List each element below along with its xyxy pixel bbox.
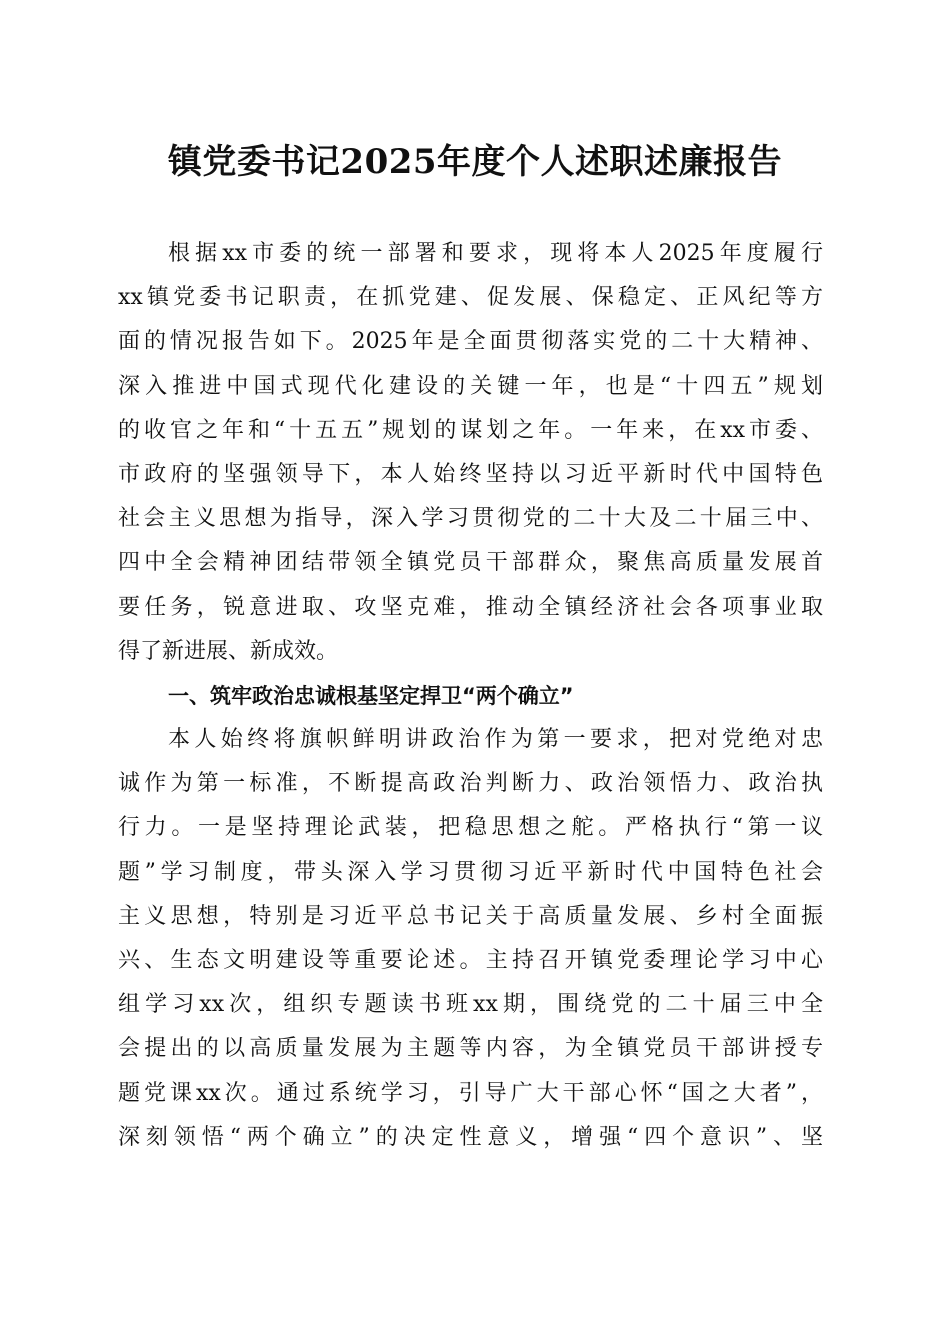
text-line: 行力。一是坚持理论武装，把稳思想之舵。严格执行“第一议 — [118, 815, 823, 841]
text-line: 深刻领悟“两个确立”的决定性意义，增强“四个意识”、坚 — [118, 1124, 823, 1150]
text-line: 题”学习制度，带头深入学习贯彻习近平新时代中国特色社会 — [118, 859, 823, 885]
text-line: 题党课xx次。通过系统学习，引导广大干部心怀“国之大者”， — [118, 1080, 823, 1106]
text-line: 深入推进中国式现代化建设的关键一年，也是“十四五”规划 — [118, 373, 823, 399]
text-line: 面的情况报告如下。2025年是全面贯彻落实党的二十大精神、 — [118, 329, 823, 355]
text-line: xx镇党委书记职责，在抓党建、促发展、保稳定、正风纪等方 — [118, 285, 823, 311]
text-line: 主义思想，特别是习近平总书记关于高质量发展、乡村全面振 — [118, 903, 823, 929]
text-line: 得了新进展、新成效。 — [118, 638, 339, 664]
text-line: 要任务，锐意进取、攻坚克难，推动全镇经济社会各项事业取 — [118, 594, 823, 620]
document-body — [118, 232, 823, 1160]
text-line: 四中全会精神团结带领全镇党员干部群众，聚焦高质量发展首 — [118, 550, 823, 576]
text-line: 本人始终将旗帜鲜明讲政治作为第一要求，把对党绝对忠 — [168, 727, 823, 753]
text-line: 市政府的坚强领导下，本人始终坚持以习近平新时代中国特色 — [118, 461, 823, 487]
text-line: 根据xx市委的统一部署和要求，现将本人2025年度履行 — [168, 241, 823, 266]
paragraph-section-1 — [118, 718, 823, 1160]
section-heading: 一、筑牢政治忠诚根基坚定捍卫“两个确立” — [168, 683, 574, 708]
text-line: 组学习xx次，组织专题读书班xx期，围绕党的二十届三中全 — [118, 992, 823, 1018]
text-line: 诚作为第一标准，不断提高政治判断力、政治领悟力、政治执 — [118, 771, 823, 797]
paragraph-intro — [118, 232, 823, 674]
text-line: 的收官之年和“十五五”规划的谋划之年。一年来，在xx市委、 — [118, 417, 823, 443]
text-line: 兴、生态文明建设等重要论述。主持召开镇党委理论学习中心 — [118, 948, 823, 973]
text-line: 会提出的以高质量发展为主题等内容，为全镇党员干部讲授专 — [118, 1036, 823, 1062]
text-line: 社会主义思想为指导，深入学习贯彻党的二十大及二十届三中、 — [118, 506, 823, 532]
document-title: 镇党委书记2025年度个人述职述廉报告 — [167, 142, 783, 182]
